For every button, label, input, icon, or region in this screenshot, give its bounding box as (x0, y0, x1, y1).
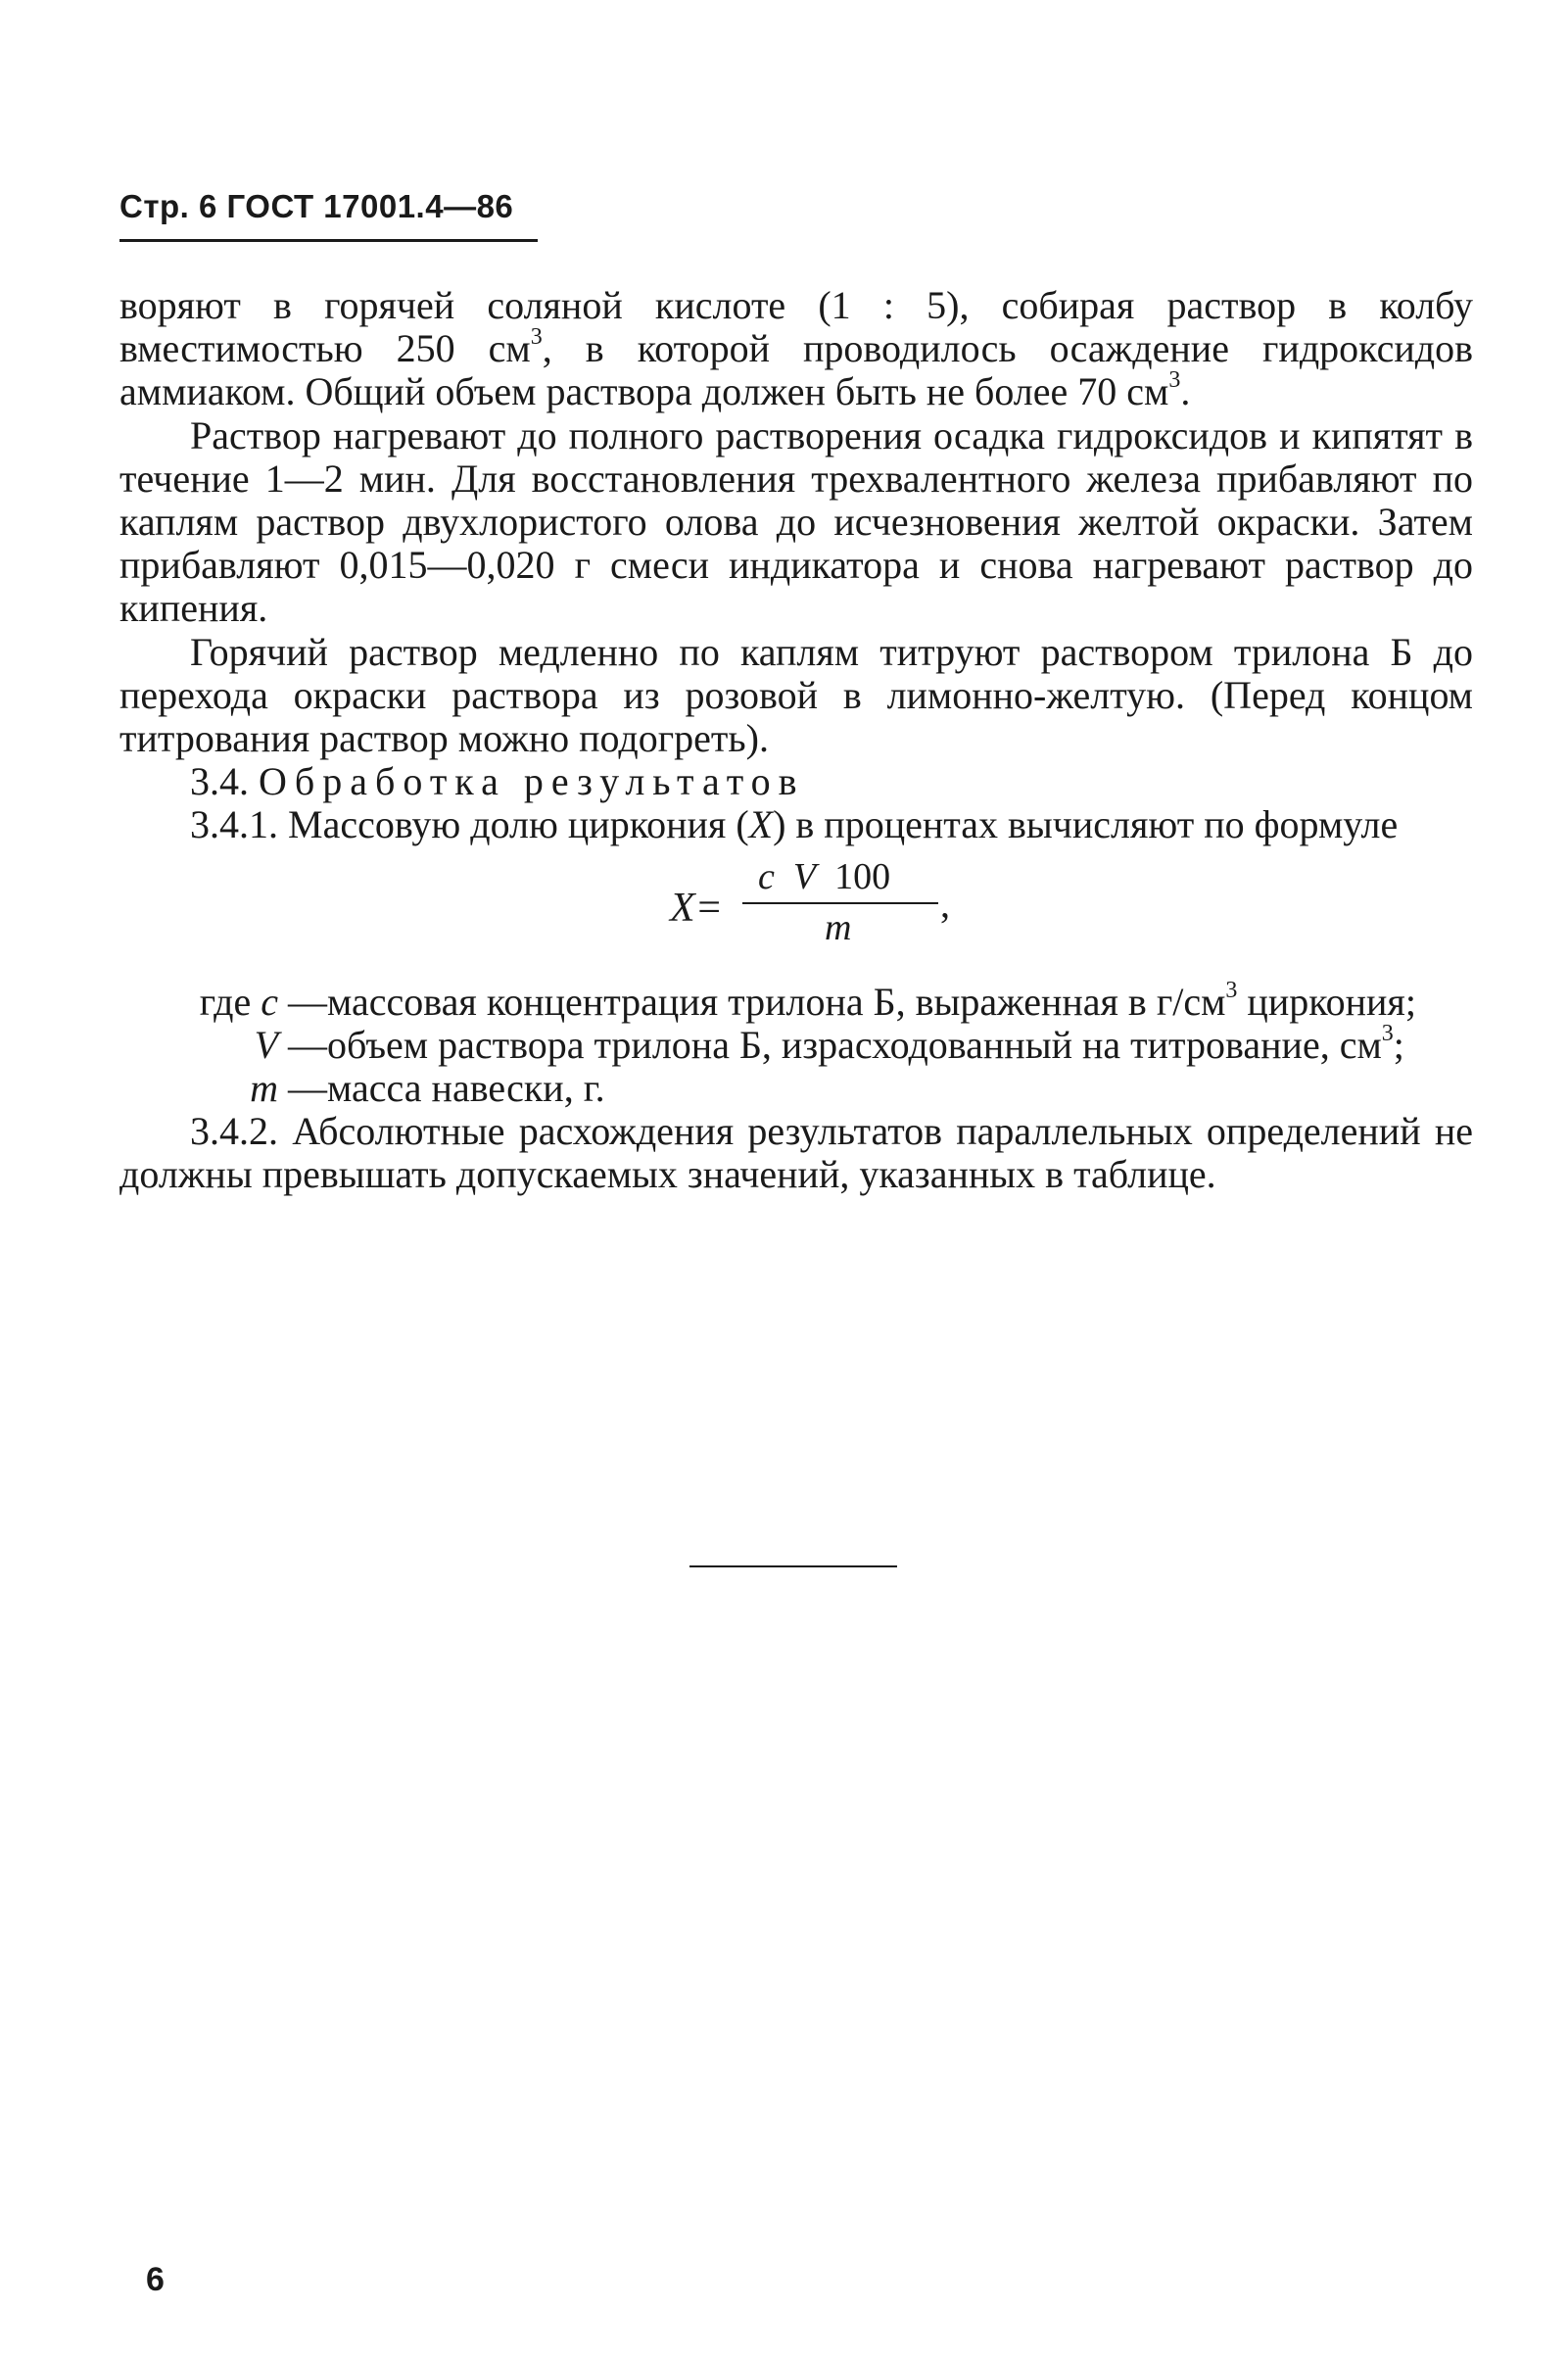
paragraph-3-4-1: 3.4.1. Массовую долю циркония (X) в процентах вычисляют по формуле (190, 802, 1399, 847)
section-heading (119, 760, 1473, 803)
formula-numerator: c V 100 (758, 855, 891, 897)
definition-v: V — объем раствора трилона Б, израсходованный на титрование, $см^3$; (254, 1020, 1404, 1067)
running-header: Стр. 6 ГОСТ 17001.4—86 (119, 188, 514, 224)
definition-c: где c — массовая концентрация трилона Б, выраженная в $г/см^3$ циркония; (199, 977, 1416, 1024)
formula-denominator: m (825, 906, 852, 948)
section-title: Обработка результатов (259, 759, 805, 804)
formula (119, 851, 1473, 967)
section-number: 3.4. (190, 759, 249, 804)
paragraph-dissolution: воряют в горячей соляной кислоте (1 : 5), собирая раствор в колбу вместимостью 250 $см^3$, в которой проводилось осаждение гидроксидов аммиаком. Общий объем раствора должен быть не более 70 $см^3$. (119, 283, 1474, 414)
header-rule (119, 239, 538, 242)
formula-lhs: X= (670, 885, 723, 931)
end-rule (689, 1565, 897, 1567)
page-number: 6 (146, 2261, 165, 2298)
definition-m: m — масса навески, г. (250, 1066, 605, 1111)
paragraph-titration: Горячий раствор медленно по каплям титруют раствором трилона Б до перехода окраски раствора из розовой в лимонно-желтую. (Перед концом титрования раствор можно подогреть). (119, 629, 1473, 761)
document-body (119, 284, 1473, 1197)
definitions-list (119, 977, 1473, 1111)
paragraph-heating: Раствор нагревают до полного растворения осадка гидроксидов и кипятят в течение 1—2 мин. Для восстановления трехвалентного железа прибавляют по каплям раствор двухлористого олова до исчезновения желтой окраски. Затем прибавляют 0,015—0,020 г смеси индикатора и снова нагревают раствор до кипения. (119, 412, 1473, 631)
fraction-bar (742, 902, 938, 904)
formula-comma: , (940, 881, 950, 926)
paragraph-3-4-2: 3.4.2. Абсолютные расхождения результатов параллельных определений не должны превышать допускаемых значений, указанных в таблице. (119, 1109, 1473, 1197)
